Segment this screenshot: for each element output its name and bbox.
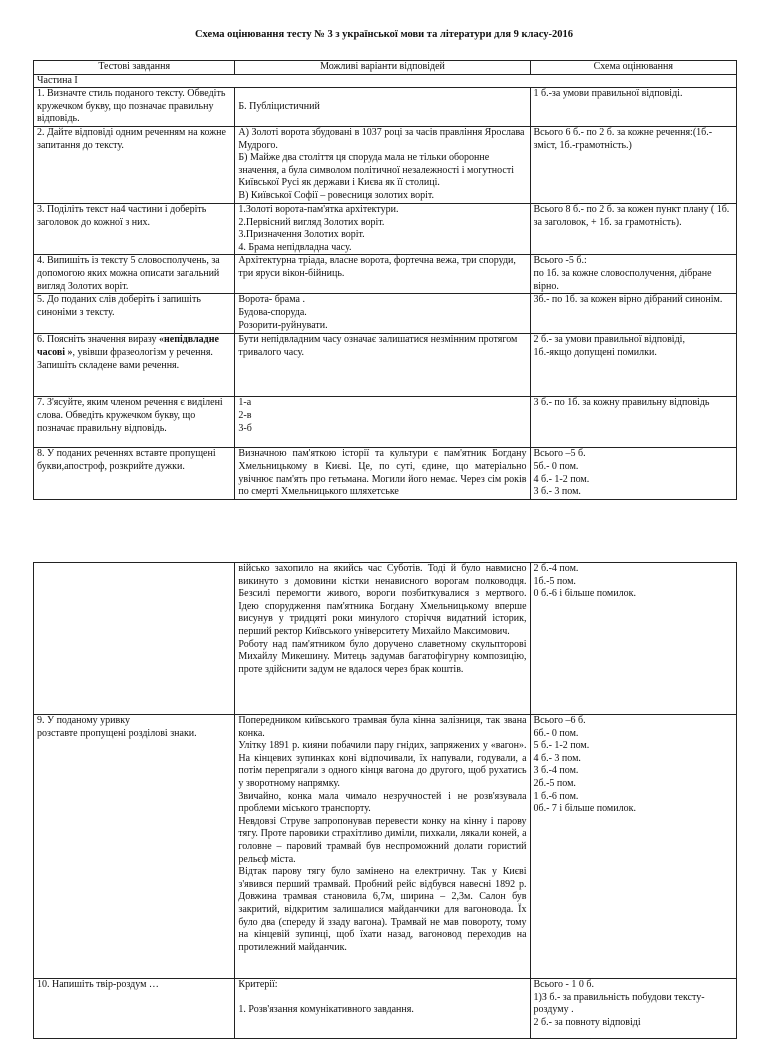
table-row [34, 563, 737, 715]
answer-cell: А) Золоті ворота збудовані в 1037 році за часів правління Ярослава Мудрого. Б) Майже два століття ця споруда мала не тільки оборонне значення, а була символом політичної незалежності і могутності Київської Русі як держави і Києва як її столиці. В) Київської Софії – ровесниця золотих воріт. [235, 126, 530, 203]
part-label: Частина І [34, 74, 737, 88]
grading-table-page1 [33, 60, 737, 500]
answer-cell: Попередником київського трамвая була кінна залізниця, так звана конка. Улітку 1891 р. кияни побачили пару гнідих, запряжених у «вагон». На кінцевих зупинках коні відпочивали, їх напували, годували, а потім перепрягали з одного кінця вагона до другого, щоб рухатись у зворотному напрямку. Звичайно, конка мала чимало незручностей і не розв'язувала проблеми міського транспорту. Невдовзі Струве запропонував перевести конку на кінну і парову тягу. Проте паровики страхітливо диміли, пихкали, лякали коней, а головне – паровий трамвай був неспроможний долати гористий рельєф міста. Відтак парову тягу було замінено на електричну. Так у Києві з'явився перший трамвай. Пробний рейс відбувся навесні 1892 р. Довжина трамвая становила 6,7м, ширина – 2,3м. Салон був закритий, відкритим залишалися майданчики для вагоновода. Їх було два (спереду й ззаду вагона). Трамвай не мав повороту, тому на кінцевій зупинці, щоб їхати назад, вагоновод переходив на протилежний майданчик. [235, 715, 530, 979]
score-cell: 3б.- по 1б. за кожен вірно дібраний синонім. [530, 294, 736, 334]
score-cell: 3 б.- по 1б. за кожну правильну відповідь [530, 397, 736, 448]
answer-cell: Бути непідвладним часу означає залишатися незмінним протягом тривалого часу. [235, 334, 530, 397]
score-cell: 1 б.-за умови правильної відповіді. [530, 88, 736, 127]
task-cell: 5. До поданих слів доберіть і запишіть синоніми з тексту. [34, 294, 235, 334]
table-row [34, 88, 737, 127]
table-row [34, 397, 737, 448]
document-title: Схема оцінювання тесту № 3 з української мови та літератури для 9 класу-2016 [194, 29, 574, 40]
score-cell: 2 б.-4 пом. 1б.-5 пом. 0 б.-6 і більше помилок. [530, 563, 736, 715]
table-row [34, 203, 737, 254]
table-row [34, 979, 737, 1039]
score-cell: Всього - 1 0 б. 1)З б.- за правильність побудови тексту-роздуму . 2 б.- за повноту відповіді [530, 979, 736, 1039]
answer-cell: 1-а 2-в 3-б [235, 397, 530, 448]
task-cell: 9. У поданому уривку розставте пропущені розділові знаки. [34, 715, 235, 979]
header-tasks: Тестові завдання [34, 61, 235, 75]
task-cell [34, 563, 235, 715]
score-cell: Всього 8 б.- по 2 б. за кожен пункт плану ( 1б. за заголовок, + 1б. за грамотність). [530, 203, 736, 254]
table-row [34, 255, 737, 294]
task-text-start: 6. Поясніть значення виразу [37, 334, 159, 346]
answer-cell: Архітектурна тріада, власне ворота, фортечна вежа, три споруди, три яруси вікон-бійниць. [235, 255, 530, 294]
answer-cell: військо захопило на якийсь час Суботів. Тоді й було навмисно викинуто з домовини кістки ненависного ворогам полководця. Безсилі перемогти живого, вороги позбиткувалися з мертвого. Ідею спорудження пам'ятника Богдану Хмельницькому вперше висунув у тридцяті роки минулого сторіччя видатний історик, перший ректор Київського університету Михайло Максимович. Роботу над пам'ятником було доручено славетному скульпторові Михайлу Микешину. Митець задумав багатофігурну композицію, проте здійснити задум не вдалося через брак коштів. [235, 563, 530, 715]
task-cell: 4. Випишіть із тексту 5 словосполучень, за допомогою яких можна описати загальний вигляд Золотих воріт. [34, 255, 235, 294]
task-cell: 2. Дайте відповіді одним реченням на кожне запитання до тексту. [34, 126, 235, 203]
table-row [34, 448, 737, 499]
table-row [34, 334, 737, 397]
score-cell: Всього –5 б. 5б.- 0 пом. 4 б.- 1-2 пом. 3 б.- 3 пом. [530, 448, 736, 499]
answer-cell: Визначною пам'яткою історії та культури є пам'ятник Богдану Хмельницькому в Києві. Це, по суті, єдине, що матеріально увічнює пам'ять про гетьмана. Могили його немає. Через сім років по смерті Хмельницького шляхетське [235, 448, 530, 499]
task-cell: 3. Поділіть текст на4 частини і доберіть заголовок до кожної з них. [34, 203, 235, 254]
grading-table-page2 [33, 562, 737, 1039]
score-cell: Всього -5 б.: по 1б. за кожне словосполучення, дібране вірно. [530, 255, 736, 294]
task-cell: 7. З'ясуйте, яким членом речення є виділені слова. Обведіть кружечком букву, що позначає правильну відповідь. [34, 397, 235, 448]
answer-cell [235, 88, 530, 127]
task-cell [34, 334, 235, 397]
task-cell: 1. Визначте стиль поданого тексту. Обведіть кружечком букву, що позначає правильну відповідь. [34, 88, 235, 127]
task-cell: 8. У поданих реченнях вставте пропущені букви,апостроф, розкрийте дужки. [34, 448, 235, 499]
task-cell: 10. Напишіть твір-роздум … [34, 979, 235, 1039]
header-answers: Можливі варіанти відповідей [235, 61, 530, 75]
score-cell: Всього –6 б. 6б.- 0 пом. 5 б.- 1-2 пом. 4 б.- 3 пом. 3 б.-4 пом. 2б.-5 пом. 1 б.-6 пом. 0б.- 7 і більше помилок. [530, 715, 736, 979]
task-text-end: , увівши фразеологізм у речення. Запишіть складене вами речення. [37, 346, 213, 371]
task-highlight-phrase: «непідвладне часові » [37, 334, 219, 358]
answer-cell: Ворота- брама . Будова-споруда. Розорити-руйнувати. [235, 294, 530, 334]
table-row [34, 715, 737, 979]
header-scoring: Схема оцінювання [530, 61, 736, 75]
answer-text: Б. Публіцистичний [238, 100, 320, 112]
score-cell: 2 б.- за умови правильної відповіді, 1б.-якщо допущені помилки. [530, 334, 736, 397]
table-header-row [34, 61, 737, 75]
table-row [34, 294, 737, 334]
answer-cell: 1.Золоті ворота-пам'ятка архітектури. 2.Первісний вигляд Золотих воріт. 3.Призначення Золотих воріт. 4. Брама непідвладна часу. [235, 203, 530, 254]
answer-cell: Критерії: 1. Розв'язання комунікативного завдання. [235, 979, 530, 1039]
score-cell: Всього 6 б.- по 2 б. за кожне речення:(1б.-зміст, 1б.-грамотність.) [530, 126, 736, 203]
table-row [34, 126, 737, 203]
part-row [34, 74, 737, 88]
